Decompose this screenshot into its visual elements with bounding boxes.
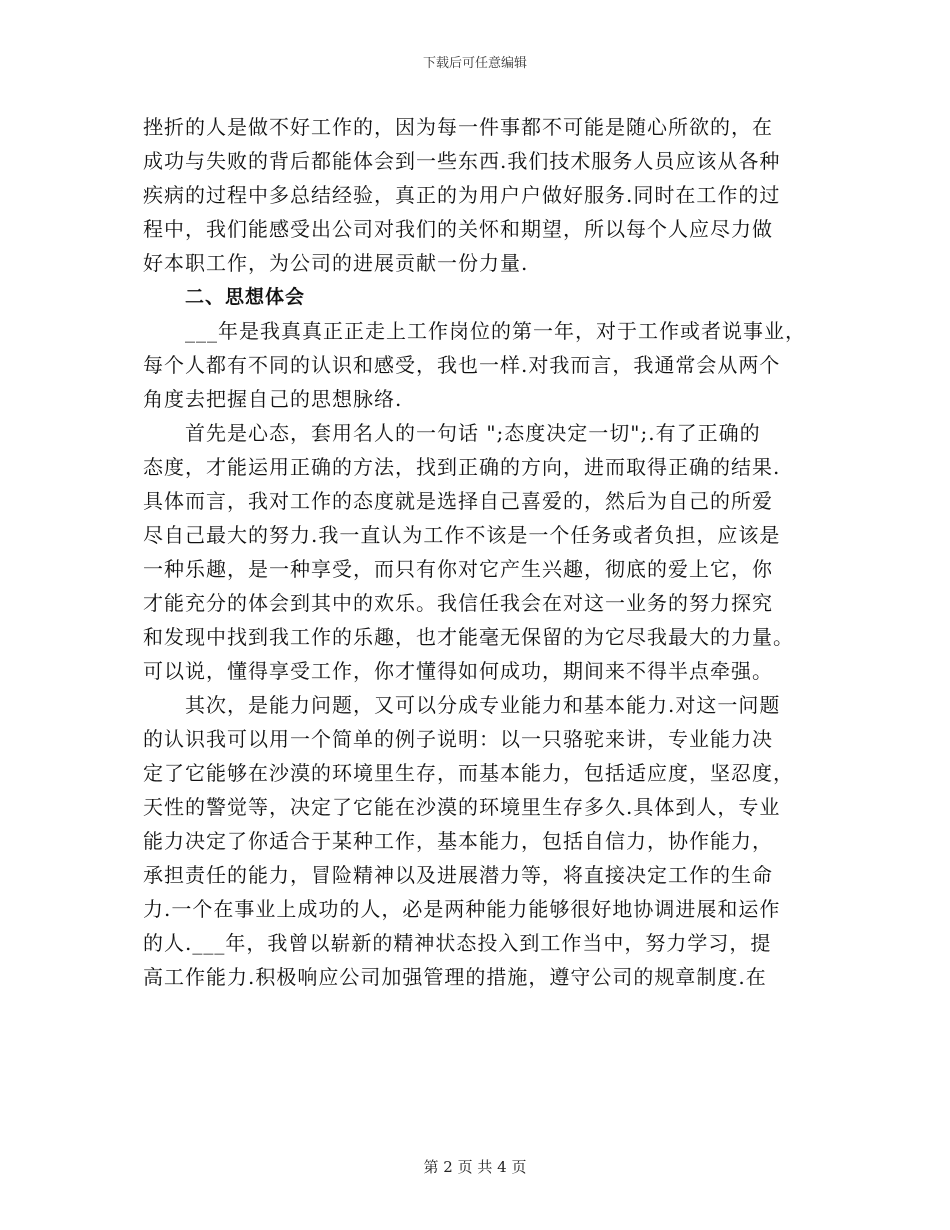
body-line: 首先是心态，套用名人的一句话 ";态度决定一切";.有了正确的 [185, 421, 761, 445]
body-line: 才能充分的体会到其中的欢乐。我信任我会在对这一业务的努力探究 [143, 591, 773, 615]
body-line: 好本职工作，为公司的进展贡献一份力量. [143, 251, 529, 275]
body-line: 具体而言，我对工作的态度就是选择自己喜爱的，然后为自己的所爱 [143, 489, 773, 513]
body-line: 挫折的人是做不好工作的，因为每一件事都不可能是随心所欲的，在 [143, 115, 773, 139]
page-header: 下载后可任意编辑 [422, 56, 527, 71]
body-line: ___年是我真真正正走上工作岗位的第一年，对于工作或者说事业， [185, 319, 806, 343]
body-line: 天性的警觉等，决定了它能在沙漠的环境里生存多久.具体到人，专业 [143, 795, 781, 819]
body-line: 承担责任的能力，冒险精神以及进展潜力等，将直接决定工作的生命 [143, 863, 773, 887]
body-line: 力.一个在事业上成功的人，必是两种能力能够很好地协调进展和运作 [143, 897, 781, 921]
body-line: 定了它能够在沙漠的环境里生存，而基本能力，包括适应度，坚忍度， [143, 761, 794, 785]
body-line: 尽自己最大的努力.我一直认为工作不该是一个任务或者负担，应该是 [143, 523, 781, 547]
body-line: 疾病的过程中多总结经验，真正的为用户户做好服务.同时在工作的过 [143, 183, 781, 207]
document-body [143, 110, 815, 994]
section-heading: 二、思想体会 [185, 286, 306, 308]
body-line: 高工作能力.积极响应公司加强管理的措施，遵守公司的规章制度.在 [143, 965, 767, 989]
body-line: 的认识我可以用一个简单的例子说明：以一只骆驼来讲，专业能力决 [143, 727, 773, 751]
body-line: 角度去把握自己的思想脉络. [143, 387, 403, 411]
body-line: 成功与失败的背后都能体会到一些东西.我们技术服务人员应该从各种 [143, 149, 781, 173]
body-line: 一种乐趣，是一种享受，而只有你对它产生兴趣，彻底的爱上它，你 [143, 557, 773, 581]
body-line: 态度，才能运用正确的方法，找到正确的方向，进而取得正确的结果. [143, 455, 781, 479]
body-line: 的人.___年，我曾以崭新的精神状态投入到工作当中，努力学习，提 [143, 931, 772, 955]
body-line: 其次，是能力问题，又可以分成专业能力和基本能力.对这一问题 [185, 693, 781, 717]
page-number: 第 2 页 共 4 页 [423, 1158, 527, 1176]
body-line: 程中，我们能感受出公司对我们的关怀和期望，所以每个人应尽力做 [143, 217, 773, 241]
body-line: 能力决定了你适合于某种工作，基本能力，包括自信力，协作能力， [143, 829, 773, 853]
body-line: 每个人都有不同的认识和感受，我也一样.对我而言，我通常会从两个 [143, 353, 781, 377]
body-line: 可以说，懂得享受工作，你才懂得如何成功，期间来不得半点牵强。 [143, 659, 773, 683]
body-line: 和发现中找到我工作的乐趣，也才能毫无保留的为它尽我最大的力量。 [143, 625, 794, 649]
